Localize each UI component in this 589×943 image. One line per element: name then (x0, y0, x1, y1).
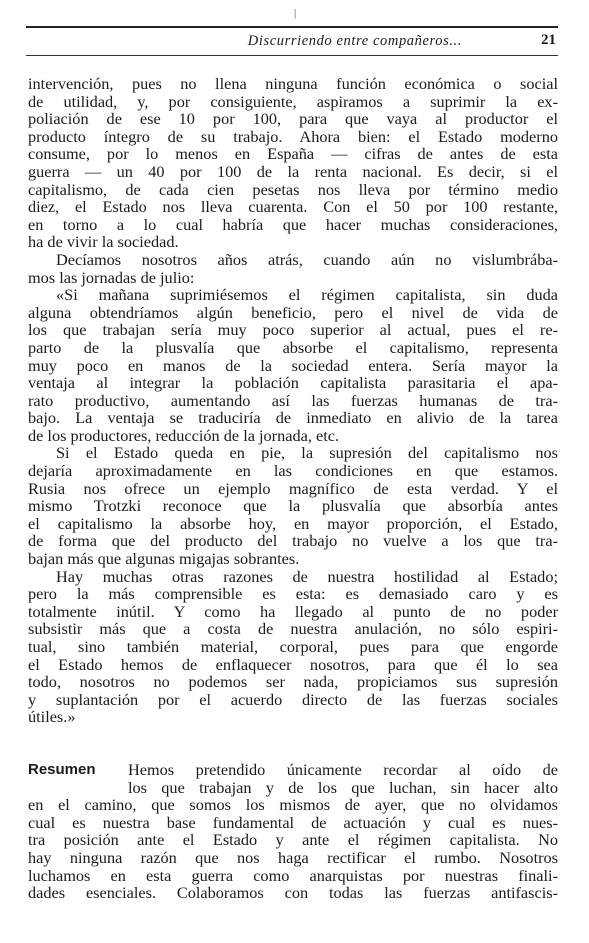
text-line: Hay muchas otras razones de nuestra hostilidad al Estado; (56, 566, 558, 586)
text-line: muy poco en manos de la sociedad entera. Sería mayor la (28, 355, 558, 375)
text-line: útiles.» (28, 707, 76, 727)
text-line: rato productivo, aumentando así las fuerzas humanas de tra- (28, 390, 558, 410)
running-head (26, 26, 558, 56)
text-line: poliación de ese 10 por 100, para que vaya al productor el (28, 109, 558, 129)
text-line: cual es nuestra base fundamental de actuación y cual es nues- (28, 812, 558, 832)
paragraph-deciamos (28, 251, 558, 286)
text-line: dades esenciales. Colaboramos con todas las fuerzas antifascis- (28, 883, 558, 903)
text-line: de utilidad, y, por consiguiente, aspiramos a suprimir la ex- (28, 91, 558, 111)
text-line: totalmente inútil. Y como ha llegado al punto de no poder (28, 601, 558, 621)
text-line: parto de la plusvalía que absorbe el capitalismo, representa (28, 337, 558, 357)
paragraph-quote-state (28, 444, 558, 567)
text-line: en el camino, que somos los mismos de ayer, que no olvidamos (28, 795, 558, 815)
paragraph-intervention (28, 75, 558, 251)
text-line: los que trabajan sería muy poco superior al actual, pues el re- (28, 320, 558, 340)
text-line: en torno a lo cual habría que hacer muchas consideraciones, (28, 214, 558, 234)
text-line: el Estado hemos de enflaquecer nosotros, para que él lo sea (28, 654, 558, 674)
text-line: intervención, pues no llena ninguna función económica o social (28, 74, 558, 93)
text-line: consume, por lo menos en España — cifras de antes de esta (28, 144, 558, 164)
text-line: luchamos en esta guerra como anarquistas por nuestras finali- (28, 865, 558, 885)
body-text (28, 75, 558, 902)
text-line: mismo Trotzki reconoce que la plusvalía que absorbía antes (28, 496, 558, 516)
text-line: dejaría aproximadamente en las condiciones en que estamos. (28, 461, 558, 481)
text-line: pero la más comprensible es esta: es demasiado caro y es (28, 584, 558, 604)
text-line: producto íntegro de su trabajo. Ahora bien: el Estado moderno (28, 126, 558, 146)
text-line: subsistir más que a costa de nuestra anulación, no sólo espiri- (28, 619, 558, 639)
text-line: ventaja al integrar la población capitalista parasitaria el apa- (28, 373, 558, 393)
text-line: tra posición ante el Estado y ante el régimen capitalista. No (28, 830, 558, 850)
text-line: y suplantación por el acuerdo directo de las fuerzas sociales (28, 689, 558, 709)
text-line: los que trabajan y de los que luchan, sin hacer alto (128, 777, 558, 797)
paragraph-quote-capitalism (28, 286, 558, 444)
text-line: ha de vivir la sociedad. (28, 232, 179, 252)
text-line: Decíamos nosotros años atrás, cuando aún no vislumbrába- (56, 249, 558, 269)
paragraph-quote-hostility (28, 568, 558, 726)
text-line: el capitalismo la absorbe hoy, en mayor proporción, el Estado, (28, 513, 558, 533)
section-gap (28, 726, 558, 761)
text-line: Hemos pretendido únicamente recordar al oído de (128, 759, 558, 779)
text-line: de forma que del producto del trabajo no vuelve a los que tra- (28, 531, 558, 551)
text-line: bajan más que algunas migajas sobrantes. (28, 549, 300, 569)
text-line: de los productores, reducción de la jornada, etc. (28, 425, 340, 445)
text-line: hay ninguna razón que nos haga rectificar el rumbo. Nosotros (28, 847, 558, 867)
summary-heading: Resumen (28, 760, 96, 778)
text-line: capitalismo, de cada cien pesetas nos lleva por término medio (28, 179, 558, 199)
text-line: guerra — un 40 por 100 de la renta nacional. Es decir, si el (28, 161, 558, 181)
text-line: mos las jornadas de julio: (28, 267, 195, 287)
text-line: bajo. La ventaja se traduciría de inmediato en alivio de la tarea (28, 408, 558, 428)
text-line: todo, nosotros no podemos ser nada, propiciamos sus supresión (28, 672, 558, 692)
running-head-title: Discurriendo entre compañeros... (247, 33, 462, 49)
text-line: tual, sino también material, corporal, pues para que engorde (28, 637, 558, 656)
text-line: Rusia nos ofrece un ejemplo magnífico de esta verdad. Y el (28, 478, 558, 498)
text-line: alguna obtendríamos algún beneficio, pero el nivel de vida de (28, 302, 558, 322)
summary-section (28, 761, 558, 902)
top-margin-mark: | (294, 7, 297, 19)
page-number: 21 (541, 32, 556, 48)
text-line: Si el Estado queda en pie, la supresión del capitalismo nos (56, 443, 558, 463)
text-line: diez, el Estado nos lleva cuarenta. Con el 50 por 100 restante, (28, 197, 558, 217)
text-line: «Si mañana suprimiésemos el régimen capitalista, sin duda (56, 285, 558, 305)
